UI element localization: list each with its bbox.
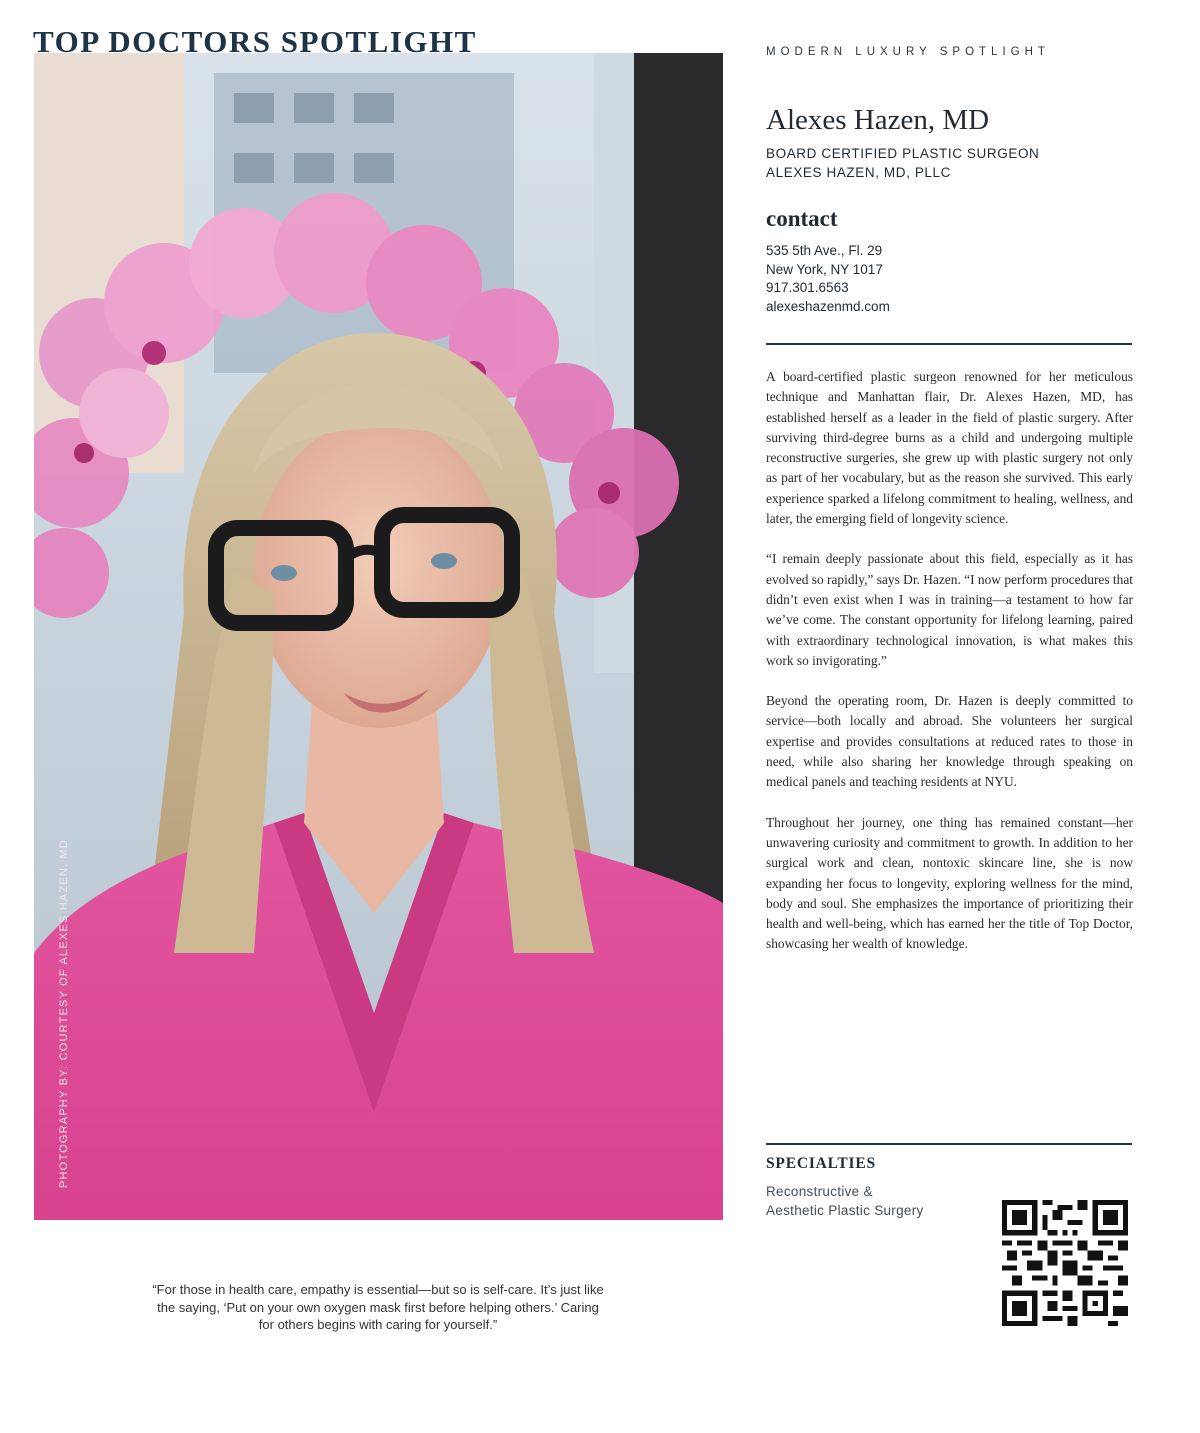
section-title: TOP DOCTORS SPOTLIGHT bbox=[33, 24, 477, 59]
article-paragraph: A board-certified plastic surgeon renowned for her meticulous technique and Manhattan flair, Dr. Alexes Hazen, MD, has established herself as a leader in the field of plastic surgery. After surviving third-degree burns as a child and undergoing multiple reconstructive surgeries, she grew up with plastic surgery not only as part of her vocabulary, but as the reason she survived. This early experience sparked a lifelong commitment to healing, wellness, and later, the emerging field of longevity science. bbox=[766, 369, 1133, 527]
article-paragraph: Beyond the operating room, Dr. Hazen is deeply committed to service—both locally and abroad. She volunteers her surgical expertise and provides consultations at reduced rates to those in need, while also sharing her knowledge through speaking on medical panels and teaching residents at NYU. bbox=[766, 693, 1133, 790]
specialty-line: Reconstructive & bbox=[766, 1184, 873, 1199]
specialty-line: Aesthetic Plastic Surgery bbox=[766, 1202, 924, 1218]
qr-code[interactable] bbox=[1002, 1200, 1128, 1326]
address-line-2: New York, NY 1017 bbox=[766, 261, 883, 277]
specialties-list bbox=[766, 1183, 924, 1220]
website-link[interactable]: alexeshazenmd.com bbox=[766, 298, 890, 314]
specialties-heading: SPECIALTIES bbox=[766, 1155, 876, 1172]
doctor-practice-line: ALEXES HAZEN, MD, PLLC bbox=[766, 165, 952, 180]
address-line-1: 535 5th Ave., Fl. 29 bbox=[766, 243, 883, 258]
article-paragraph: “I remain deeply passionate about this field, especially as it has evolved so rapidly,” says Dr. Hazen. “I now perform procedures that didn’t even exist when I was in training—a testament to how far we’ve come. The constant opportunity for lifelong learning, paired with extraordinary technological innovation, is what makes this work so invigorating.” bbox=[766, 551, 1133, 668]
doctor-title-line: BOARD CERTIFIED PLASTIC SURGEON bbox=[766, 146, 1040, 161]
divider-top bbox=[766, 343, 1132, 345]
pull-quote: “For those in health care, empathy is essential—but so is self-care. It’s just like the saying, ‘Put on your own oxygen mask first before helping others.’ Caring for others begins with caring for yourself.” bbox=[152, 1282, 604, 1332]
contact-heading: contact bbox=[766, 206, 838, 231]
section-tagline: MODERN LUXURY SPOTLIGHT bbox=[766, 46, 1050, 58]
divider-bottom bbox=[766, 1143, 1132, 1145]
phone-number[interactable]: 917.301.6563 bbox=[766, 280, 849, 295]
doctor-title bbox=[766, 144, 1039, 182]
article-body bbox=[766, 367, 1133, 975]
contact-block bbox=[766, 242, 890, 316]
doctor-portrait-photo bbox=[34, 53, 723, 1220]
article-paragraph: Throughout her journey, one thing has remained constant—her unwavering curiosity and commitment to growth. In addition to her surgical work and clean, nontoxic skincare line, she is now expanding her focus to longevity, exploring wellness for the mind, body and soul. She emphasizes the importance of prioritizing their health and well-being, which has earned her the title of Top Doctor, showcasing her wealth of knowledge. bbox=[766, 814, 1133, 952]
doctor-name: Alexes Hazen, MD bbox=[766, 104, 990, 136]
photo-credit: PHOTOGRAPHY BY: COURTESY OF ALEXES HAZEN, MD bbox=[58, 838, 70, 1188]
